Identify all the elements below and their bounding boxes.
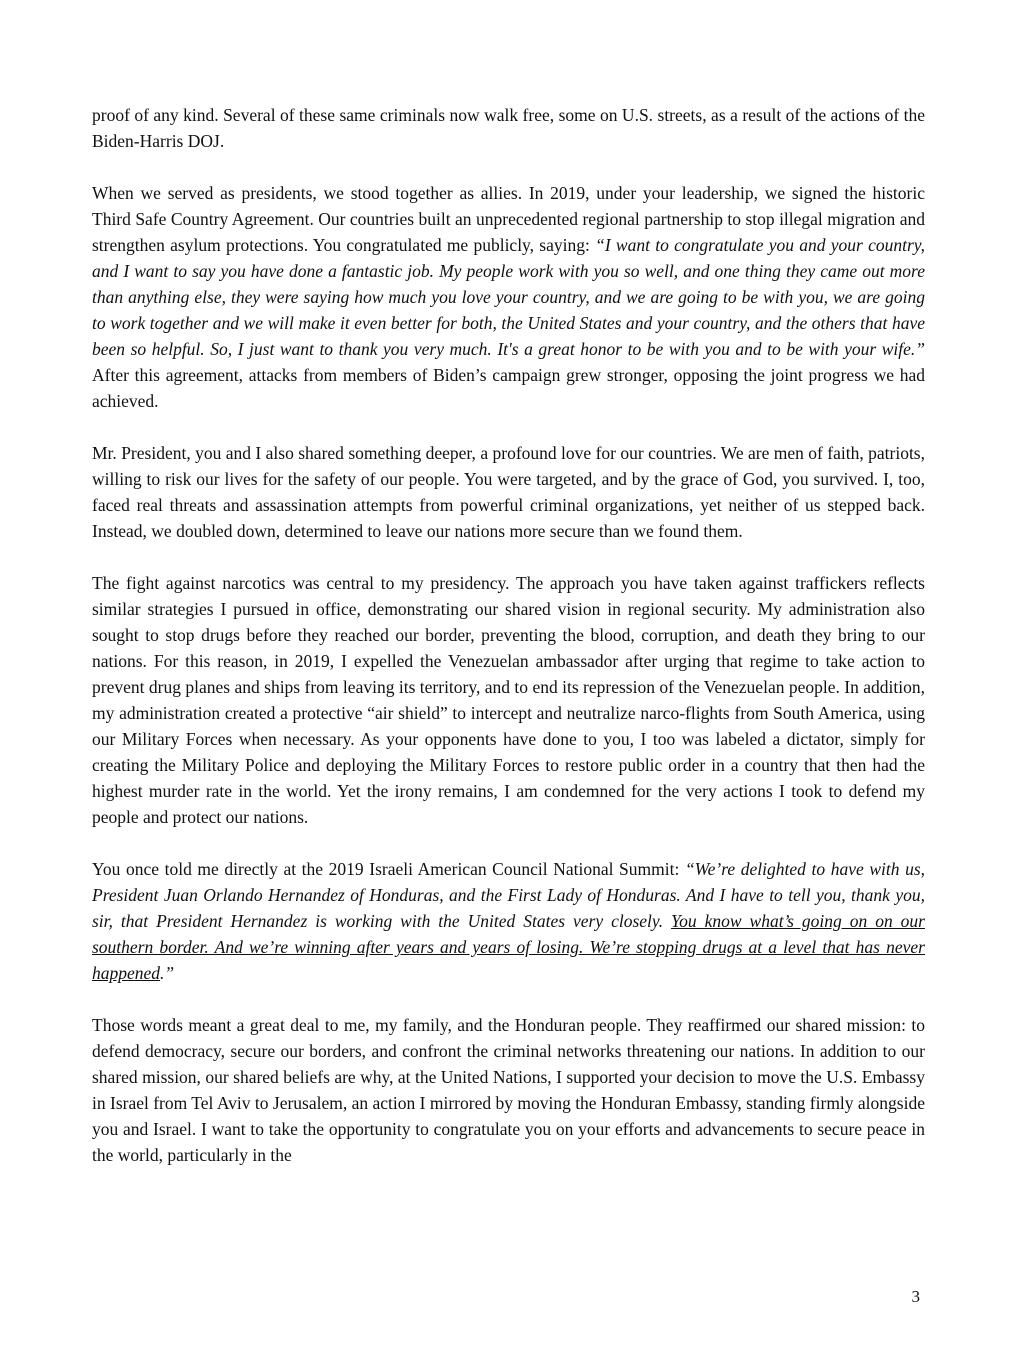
paragraph <box>92 1012 925 1168</box>
paragraph <box>92 180 925 414</box>
text-run: Mr. President, you and I also shared something deeper, a profound love for our countries. We are men of faith, patriots, willing to risk our lives for the safety of our people. You were targeted, and by the grace of God, you survived. I, too, faced real threats and assassination attempts from powerful criminal organizations, yet neither of us stepped back. Instead, we doubled down, determined to leave our nations more secure than we found them. <box>92 443 925 541</box>
text-run: You once told me directly at the 2019 Israeli American Council National Summit: <box>92 859 685 879</box>
page-number: 3 <box>911 1287 920 1306</box>
text-run: When we served as presidents, we stood together as allies. In 2019, under your leadership, we signed the historic Third Safe Country Agreement. Our countries built an unprecedented regional partnership to stop illegal migration and strengthen asylum protections. You congratulated me publicly, saying: <box>92 183 925 255</box>
text-run: You know what’s going on on our southern border. And we’re winning after years and years of losing. We’re stopping drugs at a level that has never happened <box>92 911 925 983</box>
text-run: “I want to congratulate you and your country, and I want to say you have done a fantastic job. My people work with you so well, and one thing they came out more than anything else, they were saying how much you love your country, and we are going to be with you, we are going to work together and we will make it even better for both, the United States and your country, and the others that have been so helpful. So, I just want to thank you very much. It's a great honor to be with you and to be with your wife.” <box>92 235 925 359</box>
text-run: Those words meant a great deal to me, my family, and the Honduran people. They reaffirmed our shared mission: to defend democracy, secure our borders, and confront the criminal networks threatening our nations. In addition to our shared mission, our shared beliefs are why, at the United Nations, I supported your decision to move the U.S. Embassy in Israel from Tel Aviv to Jerusalem, an action I mirrored by moving the Honduran Embassy, standing firmly alongside you and Israel. I want to take the opportunity to congratulate you on your efforts and advancements to secure peace in the world, particularly in the <box>92 1015 925 1165</box>
paragraph <box>92 570 925 830</box>
text-run: .” <box>160 963 175 983</box>
paragraph <box>92 102 925 154</box>
document-body <box>92 102 925 1168</box>
text-run: proof of any kind. Several of these same criminals now walk free, some on U.S. streets, as a result of the actions of the Biden-Harris DOJ. <box>92 105 925 151</box>
text-run: After this agreement, attacks from members of Biden’s campaign grew stronger, opposing the joint progress we had achieved. <box>92 365 925 411</box>
text-run: “We’re delighted to have with us, President Juan Orlando Hernandez of Honduras, and the First Lady of Honduras. And I have to tell you, thank you, sir, that President Hernandez is working with the United States very closely. <box>92 859 926 931</box>
paragraph <box>92 440 925 544</box>
paragraph <box>92 856 925 986</box>
text-run: The fight against narcotics was central to my presidency. The approach you have taken against traffickers reflects similar strategies I pursued in office, demonstrating our shared vision in regional security. My administration also sought to stop drugs before they reached our border, preventing the blood, corruption, and death they bring to our nations. For this reason, in 2019, I expelled the Venezuelan ambassador after urging that regime to take action to prevent drug planes and ships from leaving its territory, and to end its repression of the Venezuelan people. In addition, my administration created a protective “air shield” to intercept and neutralize narco-flights from South America, using our Military Forces when necessary. As your opponents have done to you, I too was labeled a dictator, simply for creating the Military Police and deploying the Military Forces to restore public order in a country that then had the highest murder rate in the world. Yet the irony remains, I am condemned for the very actions I took to defend my people and protect our nations. <box>92 573 925 827</box>
